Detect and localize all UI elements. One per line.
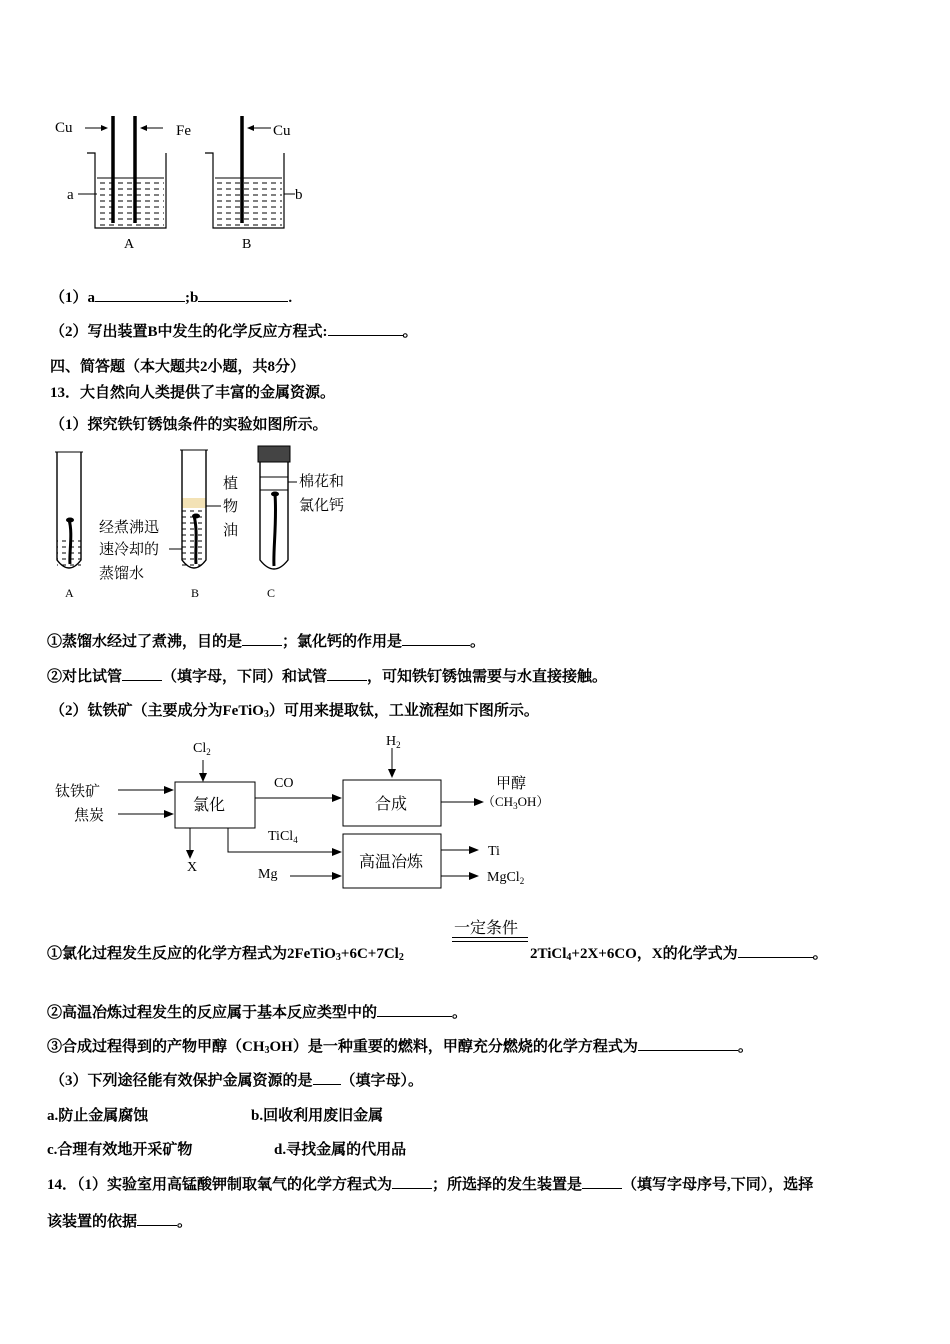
label-mg: Mg (258, 867, 278, 882)
label-boiled-1: 经煮沸迅 (99, 518, 160, 536)
option-b: b.回收利用废旧金属 (251, 1108, 384, 1124)
blank-boil-purpose[interactable] (242, 631, 282, 646)
blank-x-formula[interactable] (738, 943, 813, 958)
label-co: CO (274, 776, 294, 791)
blank-reaction-type[interactable] (377, 1002, 452, 1017)
process-flow-figure (50, 730, 570, 900)
label-oil-1: 植 (223, 474, 239, 492)
label-cotton-1: 棉花和 (299, 472, 345, 490)
label-ore: 钛铁矿 (55, 782, 101, 800)
q13-sub1: ①蒸馏水经过了煮沸，目的是 ；氯化钙的作用是 。 (47, 630, 485, 651)
label-methanol: 甲醇 (496, 774, 527, 792)
beaker-figure (45, 108, 325, 258)
blank-a[interactable] (95, 287, 185, 302)
blank-cacl2-role[interactable] (402, 631, 470, 646)
label-boiled-2: 速冷却的 (99, 540, 160, 558)
blank-methanol-combustion[interactable] (638, 1036, 738, 1051)
blank-protect-resources[interactable] (313, 1070, 341, 1085)
label-a: a (67, 187, 74, 203)
eq-condition: 一定条件 (454, 918, 519, 937)
label-cl2: $Cl_2$ (193, 741, 211, 757)
beaker-a (78, 116, 166, 228)
label-fe: Fe (176, 123, 191, 139)
blank-apparatus[interactable] (582, 1174, 622, 1189)
blank-kmno4-equation[interactable] (392, 1174, 432, 1189)
label-cotton-2: 氯化钙 (299, 496, 345, 514)
test-tube-figure (45, 442, 365, 604)
blank-apparatus-basis[interactable] (137, 1211, 177, 1226)
q12-part2: （2）写出装置B中发生的化学反应方程式: 。 (50, 320, 418, 341)
tube-b (180, 450, 221, 568)
label-boiled-3: 蒸馏水 (99, 564, 145, 582)
label-methanol-formula: $(CH_3OH)$ (482, 794, 550, 811)
label-h2: $H_2$ (386, 734, 401, 750)
q13-sub2: ②对比试管 （填字母，下同）和试管 ，可知铁钉锈蚀需要与水直接接触。 (47, 665, 607, 686)
blank-tube-1[interactable] (122, 666, 162, 681)
q13-part1: （1）探究铁钉锈蚀条件的实验如图所示。 (50, 417, 328, 433)
tube-c (258, 446, 297, 569)
q13-sub-q3: ③合成过程得到的产物甲醇$(CH_3OH)$是一种重要的燃料，甲醇充分燃烧的化学方程式为 。 (47, 1035, 753, 1056)
section4-heading: 四、简答题（本大题共2小题，共8分） (50, 359, 306, 375)
label-oil-2: 物 (223, 497, 239, 515)
blank-tube-2[interactable] (327, 666, 367, 681)
label-cu-left: Cu (55, 120, 73, 136)
label-ticl4: TiCl$_4$ (268, 829, 298, 845)
option-c: c.合理有效地开采矿物 (47, 1142, 193, 1158)
q14-line1: 14．（1）实验室用高锰酸钾制取氧气的化学方程式为 ；所选择的发生装置是 （填写字母序号,下同），选择 (47, 1173, 813, 1194)
label-mgcl2: MgCl$_2$ (487, 870, 525, 886)
label-b: b (295, 187, 303, 203)
label-beaker-a: A (124, 237, 135, 252)
eq-condition-bar (452, 937, 528, 942)
label-cu-right: Cu (273, 123, 291, 139)
label-tube-b: B (191, 586, 200, 600)
label-tube-a: A (65, 586, 74, 600)
q13-part3: （3）下列途径能有效保护金属资源的是 （填字母）。 (50, 1069, 423, 1090)
option-a: a.防止金属腐蚀 (47, 1108, 149, 1124)
option-d: d.寻找金属的代用品 (274, 1142, 407, 1158)
q13-sub-q2: ②高温冶炼过程发生的反应属于基本反应类型中的 。 (47, 1001, 467, 1022)
label-synthesis: 合成 (375, 794, 408, 813)
label-oil-3: 油 (223, 521, 239, 539)
q12-part1: （1）a ;b . (50, 286, 292, 307)
tube-a (55, 452, 83, 568)
blank-equation-b[interactable] (328, 321, 403, 336)
q14-line2: 该装置的依据 。 (47, 1210, 192, 1231)
label-beaker-b: B (242, 237, 252, 252)
blank-b[interactable] (198, 287, 288, 302)
label-tube-c: C (267, 586, 276, 600)
label-smelting: 高温冶炼 (359, 852, 424, 871)
q13-part2: （2）钛铁矿（主要成分为FeTiO$_3$）可用来提取钛，工业流程如下图所示。 (50, 703, 539, 720)
label-coke: 焦炭 (74, 806, 105, 824)
label-chlorination: 氯化 (193, 795, 226, 814)
q13-stem: 13．大自然向人类提供了丰富的金属资源。 (50, 385, 336, 401)
q13-eq1-right: 2TiCl$_4$+2X+6CO，X的化学式为 。 (530, 942, 828, 963)
label-x: X (187, 860, 198, 875)
q13-eq1-left: ①氯化过程发生反应的化学方程式为$2FeTiO_3+6C+7Cl_2$ (47, 946, 404, 963)
label-ti: Ti (488, 844, 500, 859)
